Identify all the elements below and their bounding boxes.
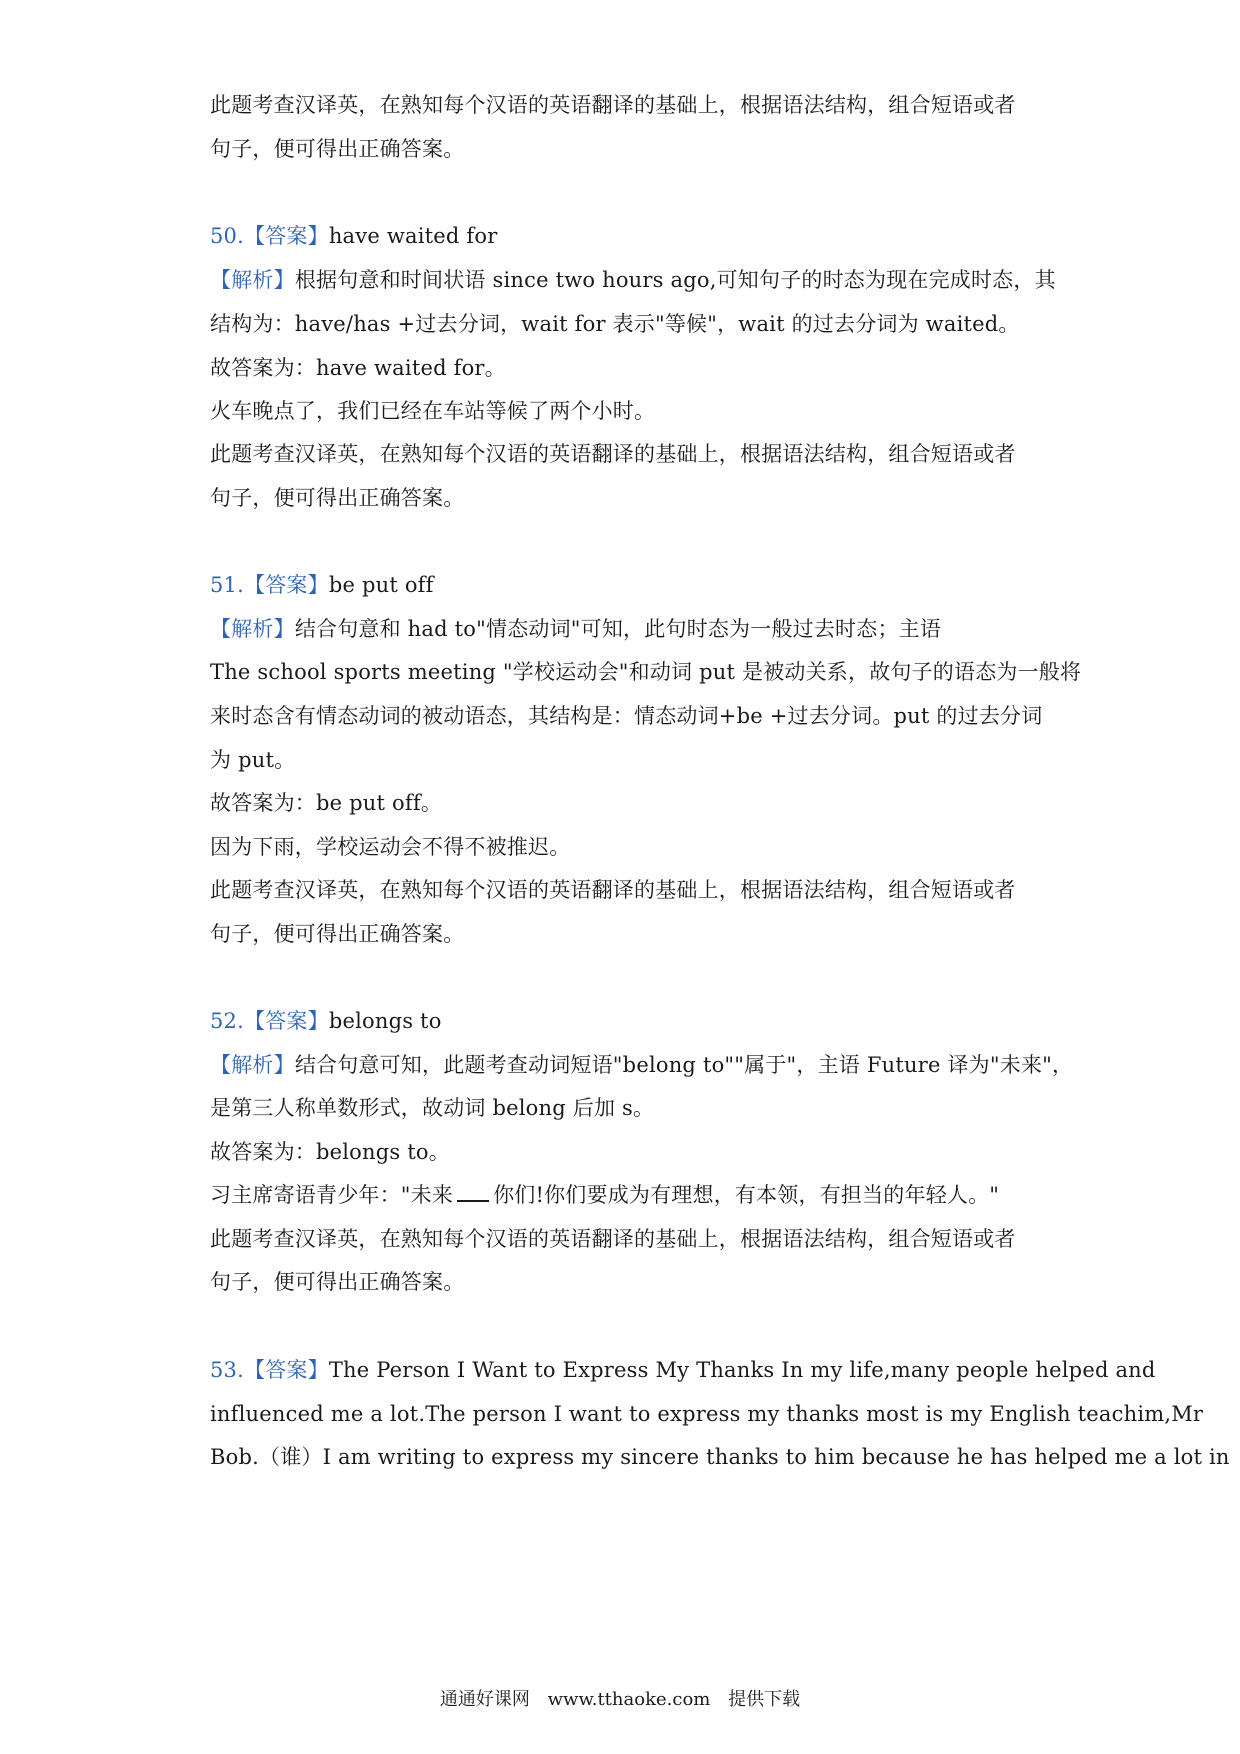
analysis-text: 根据句意和时间状语 since two hours ago,可知句子的时态为现在完成时态，其 bbox=[294, 268, 1056, 292]
q52-analysis-line: 是第三人称单数形式，故动词 belong 后加 s。 bbox=[210, 1096, 655, 1120]
question-number: 53. bbox=[210, 1358, 244, 1382]
intro-line: 此题考查汉译英，在熟知每个汉语的英语翻译的基础上，根据语法结构，组合短语或者 bbox=[210, 93, 1016, 117]
footer-note: 提供下载 bbox=[728, 1689, 801, 1710]
q51-final-answer: 故答案为：be put off。 bbox=[210, 791, 443, 815]
q52-analysis-line bbox=[210, 1050, 1073, 1080]
answer-text: be put off bbox=[328, 573, 434, 597]
translation-text: 你们!你们要成为有理想，有本领，有担当的年轻人。" bbox=[493, 1183, 1000, 1207]
answer-text: belongs to bbox=[328, 1009, 442, 1033]
answer-tag: 【答案】 bbox=[244, 224, 329, 248]
q51-translation: 因为下雨，学校运动会不得不被推迟。 bbox=[210, 835, 571, 859]
question-number: 50. bbox=[210, 224, 244, 248]
q51-answer-line bbox=[210, 570, 434, 600]
q50-answer-line bbox=[210, 221, 497, 251]
analysis-tag: 【解析】 bbox=[210, 1053, 295, 1077]
q51-summary: 句子，便可得出正确答案。 bbox=[210, 922, 465, 946]
question-number: 51. bbox=[210, 573, 244, 597]
q51-analysis-line bbox=[210, 614, 941, 644]
intro-line: 句子，便可得出正确答案。 bbox=[210, 137, 465, 161]
q51-analysis-line: 来时态含有情态动词的被动语态，其结构是：情态动词+be +过去分词。put 的过去分词 bbox=[210, 704, 1043, 728]
footer-site-name: 通通好课网 bbox=[439, 1689, 530, 1710]
analysis-tag: 【解析】 bbox=[210, 268, 295, 292]
translation-text: 习主席寄语青少年："未来 bbox=[210, 1183, 454, 1207]
q50-translation: 火车晚点了，我们已经在车站等候了两个小时。 bbox=[210, 399, 656, 423]
q52-translation bbox=[210, 1180, 999, 1210]
answer-tag: 【答案】 bbox=[244, 573, 329, 597]
answer-tag: 【答案】 bbox=[244, 1009, 329, 1033]
q52-answer-line bbox=[210, 1006, 442, 1036]
q50-summary: 句子，便可得出正确答案。 bbox=[210, 486, 465, 510]
q53-answer-line: Bob.（谁）I am writing to express my sincere thanks to him because he has helped me a lot in bbox=[210, 1445, 1230, 1469]
q50-summary: 此题考查汉译英，在熟知每个汉语的英语翻译的基础上，根据语法结构，组合短语或者 bbox=[210, 442, 1016, 466]
q51-summary: 此题考查汉译英，在熟知每个汉语的英语翻译的基础上，根据语法结构，组合短语或者 bbox=[210, 878, 1016, 902]
q52-summary: 句子，便可得出正确答案。 bbox=[210, 1270, 465, 1294]
answer-tag: 【答案】 bbox=[244, 1358, 329, 1382]
answer-text: have waited for bbox=[328, 224, 498, 248]
q53-answer-line: influenced me a lot.The person I want to express my thanks most is my English teachim,Mr bbox=[210, 1402, 1204, 1426]
q51-analysis-line: 为 put。 bbox=[210, 748, 296, 772]
footer-url: www.tthaoke.com bbox=[547, 1689, 711, 1710]
q51-analysis-line: The school sports meeting "学校运动会"和动词 put 是被动关系，故句子的语态为一般将 bbox=[210, 660, 1082, 684]
q50-analysis-line bbox=[210, 265, 1056, 295]
fill-blank bbox=[457, 1182, 489, 1202]
answer-text: The Person I Want to Express My Thanks In my life,many people helped and bbox=[328, 1358, 1156, 1382]
question-number: 52. bbox=[210, 1009, 244, 1033]
analysis-text: 结合句意和 had to"情态动词"可知，此句时态为一般过去时态；主语 bbox=[294, 617, 942, 641]
analysis-tag: 【解析】 bbox=[210, 617, 295, 641]
q50-final-answer: 故答案为：have waited for。 bbox=[210, 356, 506, 380]
analysis-text: 结合句意可知，此题考查动词短语"belong to""属于"，主语 Future 译为"未来"， bbox=[294, 1053, 1074, 1077]
q52-final-answer: 故答案为：belongs to。 bbox=[210, 1140, 450, 1164]
q50-analysis-line: 结构为：have/has +过去分词，wait for 表示"等候"，wait 的过去分词为 waited。 bbox=[210, 312, 1020, 336]
q53-answer-line bbox=[210, 1355, 1156, 1385]
page-footer bbox=[0, 1687, 1240, 1713]
q52-summary: 此题考查汉译英，在熟知每个汉语的英语翻译的基础上，根据语法结构，组合短语或者 bbox=[210, 1227, 1016, 1251]
